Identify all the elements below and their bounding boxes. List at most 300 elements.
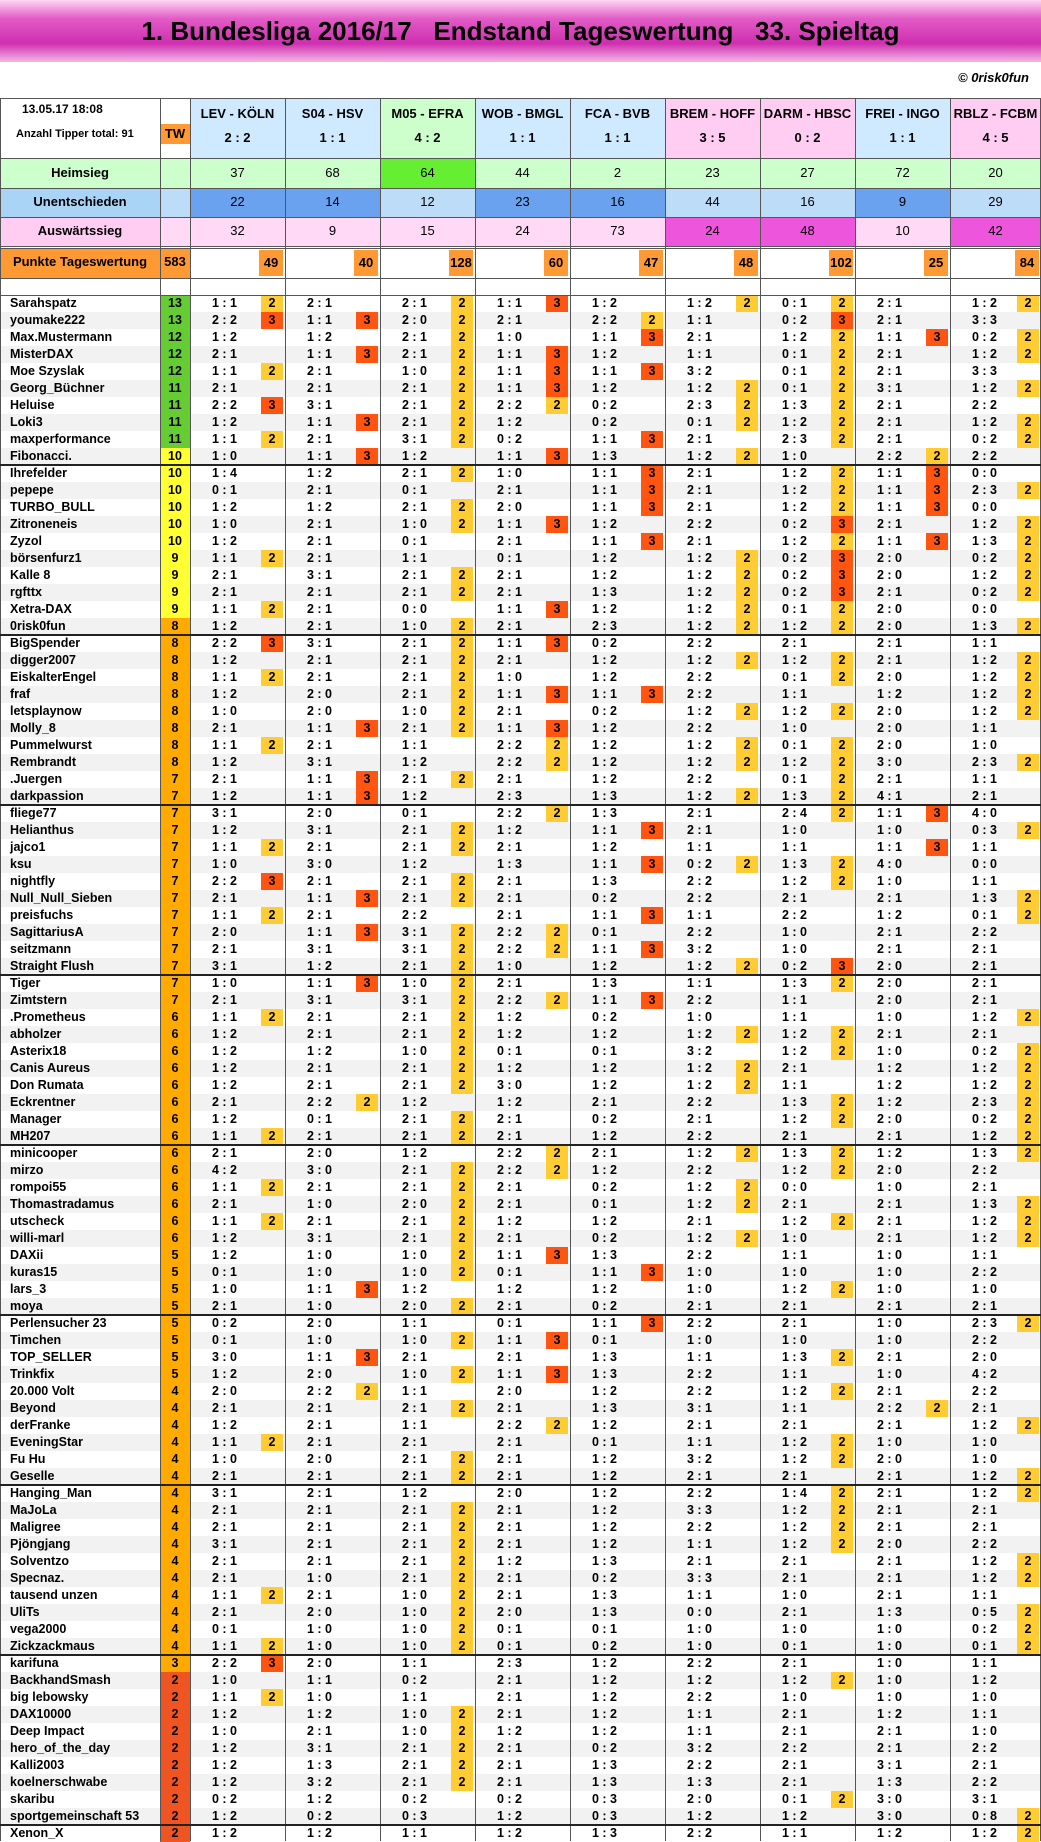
tip-points: 2	[451, 720, 473, 737]
player-tip: 0 : 3	[570, 1791, 665, 1808]
player-tip: 1 : 3	[570, 975, 665, 992]
player-tip: 0 : 0	[950, 499, 1041, 516]
tip-points: 2	[831, 465, 853, 482]
player-tip: 1 : 2	[570, 958, 665, 975]
player-tip: 2 : 1	[380, 1230, 475, 1247]
player-tip: 1 : 2	[570, 550, 665, 567]
tip-points: 2	[736, 856, 758, 873]
player-name: maxperformance	[0, 431, 160, 448]
player-tip: 1 : 2	[190, 329, 285, 346]
tip-points: 2	[1017, 1145, 1039, 1162]
grid-vline	[855, 98, 856, 1841]
player-tip: 1 : 1	[760, 1009, 855, 1026]
player-tip: 2 : 1	[380, 839, 475, 856]
tip-points: 3	[641, 941, 663, 958]
player-tip: 1 : 2	[475, 822, 570, 839]
tip-points: 2	[1017, 618, 1039, 635]
player-tip: 0 : 2	[950, 550, 1041, 567]
player-tip: 2 : 1	[380, 771, 475, 788]
player-tip: 0 : 1	[760, 771, 855, 788]
player-tw: 4	[160, 1417, 190, 1434]
tip-points: 2	[451, 1400, 473, 1417]
player-tip: 1 : 1	[190, 1434, 285, 1451]
player-tip: 2 : 2	[475, 992, 570, 1009]
player-tip: 1 : 0	[855, 873, 950, 890]
match-result: 4 : 5	[982, 130, 1009, 145]
player-tw: 2	[160, 1791, 190, 1808]
player-name: Tiger	[0, 975, 160, 992]
player-tip: 3 : 1	[285, 941, 380, 958]
player-tip: 1 : 0	[855, 1315, 950, 1332]
player-tip: 3 : 1	[285, 1230, 380, 1247]
player-tip: 1 : 2	[285, 465, 380, 482]
player-tip: 1 : 0	[285, 1247, 380, 1264]
player-tip: 2 : 1	[285, 1468, 380, 1485]
player-tip: 2 : 1	[190, 1519, 285, 1536]
tip-points: 2	[736, 618, 758, 635]
player-tip: 0 : 0	[950, 856, 1041, 873]
player-tip: 0 : 1	[570, 1434, 665, 1451]
player-tip: 2 : 2	[475, 924, 570, 941]
player-tip: 2 : 1	[380, 1111, 475, 1128]
player-tip: 2 : 0	[380, 312, 475, 329]
stat-value: 9	[855, 188, 950, 217]
player-tip: 0 : 0	[950, 601, 1041, 618]
player-tip: 0 : 2	[950, 329, 1041, 346]
player-tip: 1 : 1	[190, 1009, 285, 1026]
player-tw: 13	[160, 295, 190, 312]
player-tip: 1 : 3	[570, 1553, 665, 1570]
player-tip: 2 : 1	[760, 1757, 855, 1774]
grid-vline	[0, 98, 1, 1841]
player-tip: 0 : 2	[570, 1740, 665, 1757]
tip-points: 2	[451, 635, 473, 652]
player-tw: 5	[160, 1247, 190, 1264]
player-tip: 1 : 2	[665, 1179, 760, 1196]
player-tip: 2 : 0	[855, 975, 950, 992]
tip-points: 2	[1017, 346, 1039, 363]
player-tip: 1 : 2	[475, 1553, 570, 1570]
player-tw: 9	[160, 550, 190, 567]
player-tip: 0 : 1	[570, 1621, 665, 1638]
player-name: Zickzackmaus	[0, 1638, 160, 1655]
player-tip: 2 : 1	[855, 1213, 950, 1230]
player-tip: 1 : 2	[665, 737, 760, 754]
player-tw: 5	[160, 1349, 190, 1366]
player-tip: 0 : 2	[475, 1791, 570, 1808]
player-tip: 1 : 2	[190, 618, 285, 635]
player-tip: 2 : 1	[285, 737, 380, 754]
title-banner	[0, 0, 1041, 62]
player-tip: 1 : 2	[950, 1485, 1041, 1502]
player-tip: 2 : 1	[665, 533, 760, 550]
player-tip: 2 : 1	[190, 1604, 285, 1621]
player-tip: 2 : 1	[285, 516, 380, 533]
tip-points: 2	[736, 737, 758, 754]
tip-points: 2	[451, 941, 473, 958]
player-tip: 2 : 1	[950, 1026, 1041, 1043]
stat-value: 68	[285, 159, 380, 188]
tip-points: 2	[831, 1383, 853, 1400]
player-tip: 2 : 1	[380, 1519, 475, 1536]
tipper-total: Anzahl Tipper total: 91	[16, 128, 134, 140]
tip-points: 2	[736, 567, 758, 584]
player-tip: 2 : 1	[190, 1570, 285, 1587]
stat-value: 24	[475, 217, 570, 246]
tip-points: 3	[546, 516, 568, 533]
player-name: Straight Flush	[0, 958, 160, 975]
tip-points: 2	[261, 601, 283, 618]
player-tip: 0 : 1	[760, 295, 855, 312]
tip-points: 2	[1017, 1825, 1039, 1842]
player-tw: 6	[160, 1009, 190, 1026]
player-tip: 3 : 1	[190, 1536, 285, 1553]
player-tip: 2 : 1	[285, 1077, 380, 1094]
player-tip: 2 : 1	[475, 1706, 570, 1723]
player-tip: 1 : 0	[950, 1451, 1041, 1468]
player-tip: 2 : 1	[190, 1298, 285, 1315]
player-tip: 1 : 0	[950, 1689, 1041, 1706]
player-tip: 3 : 1	[855, 1757, 950, 1774]
player-tip: 1 : 1	[190, 1179, 285, 1196]
tip-points: 2	[831, 363, 853, 380]
player-name: BigSpender	[0, 635, 160, 652]
player-tip: 1 : 2	[855, 1706, 950, 1723]
player-tip: 2 : 2	[950, 924, 1041, 941]
tip-points: 3	[356, 414, 378, 431]
tip-points: 2	[451, 1332, 473, 1349]
player-name: preisfuchs	[0, 907, 160, 924]
player-tip: 2 : 2	[285, 1383, 380, 1400]
player-tip: 1 : 2	[570, 754, 665, 771]
tip-points: 2	[451, 1128, 473, 1145]
player-tip: 2 : 0	[285, 805, 380, 822]
player-tip: 0 : 2	[570, 1638, 665, 1655]
tip-points: 2	[736, 1196, 758, 1213]
player-tip: 1 : 2	[665, 1077, 760, 1094]
match-result: 0 : 2	[794, 130, 821, 145]
tip-points: 2	[736, 448, 758, 465]
player-tip: 1 : 0	[285, 1570, 380, 1587]
tip-points: 2	[546, 1145, 568, 1162]
player-tip: 1 : 2	[190, 754, 285, 771]
tip-points: 2	[451, 686, 473, 703]
player-tip: 1 : 2	[950, 1672, 1041, 1689]
tip-points: 2	[1017, 1570, 1039, 1587]
player-tip: 0 : 1	[190, 1332, 285, 1349]
player-tip: 1 : 0	[380, 1043, 475, 1060]
player-tip: 2 : 1	[380, 635, 475, 652]
player-name: Heluise	[0, 397, 160, 414]
punkte-value: 84	[1015, 250, 1039, 276]
player-tip: 2 : 1	[285, 839, 380, 856]
stat-value: 16	[570, 188, 665, 217]
player-tip: 2 : 1	[190, 1145, 285, 1162]
player-tip: 2 : 1	[380, 890, 475, 907]
tip-points: 2	[1017, 1417, 1039, 1434]
player-tip: 2 : 1	[760, 1570, 855, 1587]
tip-points: 2	[261, 1587, 283, 1604]
player-tip: 2 : 1	[380, 346, 475, 363]
player-tw: 8	[160, 754, 190, 771]
player-tip: 1 : 1	[950, 839, 1041, 856]
player-tip: 1 : 0	[190, 1723, 285, 1740]
player-tw: 2	[160, 1723, 190, 1740]
player-tip: 2 : 4	[760, 805, 855, 822]
player-tw: 10	[160, 533, 190, 550]
tip-points: 2	[641, 312, 663, 329]
player-tip: 1 : 1	[855, 499, 950, 516]
player-name: kuras15	[0, 1264, 160, 1281]
player-tip: 2 : 0	[285, 1366, 380, 1383]
player-tip: 0 : 1	[190, 1264, 285, 1281]
player-tip: 2 : 2	[665, 992, 760, 1009]
tip-points: 2	[831, 499, 853, 516]
player-name: DAX10000	[0, 1706, 160, 1723]
player-tip: 1 : 1	[285, 890, 380, 907]
player-tip: 1 : 2	[190, 1808, 285, 1825]
tip-points: 2	[356, 1383, 378, 1400]
player-tip: 1 : 0	[665, 1009, 760, 1026]
tip-points: 3	[831, 312, 853, 329]
player-tip: 2 : 1	[380, 1400, 475, 1417]
player-tip: 1 : 1	[570, 482, 665, 499]
player-tip: 2 : 1	[855, 295, 950, 312]
tip-points: 3	[926, 499, 948, 516]
player-tip: 2 : 1	[285, 601, 380, 618]
tip-points: 2	[451, 1536, 473, 1553]
stat-value: 27	[760, 159, 855, 188]
grid-vline	[475, 98, 476, 1841]
tip-points: 2	[451, 499, 473, 516]
player-tip: 1 : 0	[855, 1043, 950, 1060]
player-tip: 1 : 0	[380, 1264, 475, 1281]
player-name: Hanging_Man	[0, 1485, 160, 1502]
tip-points: 2	[261, 1689, 283, 1706]
player-tip: 3 : 1	[190, 958, 285, 975]
player-tip: 2 : 2	[760, 907, 855, 924]
player-tip: 2 : 1	[760, 1774, 855, 1791]
match-result: 1 : 1	[604, 130, 631, 145]
punkte-label: Punkte Tageswertung	[0, 248, 160, 278]
player-tip: 0 : 1	[475, 1264, 570, 1281]
tip-points: 2	[831, 1502, 853, 1519]
player-tip: 1 : 1	[760, 839, 855, 856]
player-tip: 2 : 1	[475, 703, 570, 720]
player-tip: 2 : 2	[665, 1757, 760, 1774]
player-tip: 2 : 1	[190, 941, 285, 958]
tip-points: 2	[1017, 1060, 1039, 1077]
player-tip: 1 : 1	[475, 516, 570, 533]
player-tip: 1 : 2	[475, 1060, 570, 1077]
player-tw: 5	[160, 1264, 190, 1281]
player-tip: 1 : 2	[190, 1417, 285, 1434]
player-name: Kalli2003	[0, 1757, 160, 1774]
page-title: 1. Bundesliga 2016/17 Endstand Tageswertung 33. Spieltag	[141, 16, 900, 46]
player-tip: 0 : 5	[950, 1604, 1041, 1621]
stat-value: 48	[760, 217, 855, 246]
player-tw: 8	[160, 652, 190, 669]
player-name: Max.Mustermann	[0, 329, 160, 346]
player-tip: 2 : 1	[475, 1587, 570, 1604]
player-tip: 2 : 0	[855, 1451, 950, 1468]
player-tip: 1 : 0	[380, 1247, 475, 1264]
player-tw: 4	[160, 1604, 190, 1621]
grid-hline	[0, 248, 1041, 249]
tip-points: 2	[831, 1281, 853, 1298]
player-tw: 4	[160, 1570, 190, 1587]
tip-points: 3	[356, 975, 378, 992]
player-tip: 1 : 1	[285, 346, 380, 363]
player-name: Null_Null_Sieben	[0, 890, 160, 907]
player-tip: 2 : 1	[285, 873, 380, 890]
player-tip: 2 : 1	[665, 1553, 760, 1570]
tip-points: 2	[451, 924, 473, 941]
player-tip: 1 : 1	[570, 363, 665, 380]
player-tip: 2 : 0	[475, 1604, 570, 1621]
player-name: Georg_Büchner	[0, 380, 160, 397]
tip-points: 2	[1017, 482, 1039, 499]
player-name: minicooper	[0, 1145, 160, 1162]
player-tip: 2 : 1	[475, 1349, 570, 1366]
stat-value: 24	[665, 217, 760, 246]
player-tip: 2 : 3	[665, 397, 760, 414]
player-tip: 1 : 1	[665, 1706, 760, 1723]
player-name: Don Rumata	[0, 1077, 160, 1094]
player-tw: 7	[160, 873, 190, 890]
player-tip: 2 : 0	[285, 686, 380, 703]
tip-points: 2	[451, 1706, 473, 1723]
match-result: 4 : 2	[414, 130, 441, 145]
player-tip: 2 : 1	[950, 1519, 1041, 1536]
tip-points: 3	[831, 584, 853, 601]
player-tip: 1 : 1	[285, 1672, 380, 1689]
tip-points: 2	[831, 431, 853, 448]
player-tip: 1 : 0	[855, 1247, 950, 1264]
tip-points: 2	[831, 1026, 853, 1043]
stat-value: 37	[190, 159, 285, 188]
player-tip: 1 : 0	[380, 363, 475, 380]
player-tip: 1 : 3	[950, 533, 1041, 550]
tip-points: 2	[1017, 1128, 1039, 1145]
player-tip: 1 : 1	[665, 1536, 760, 1553]
player-tip: 2 : 2	[665, 669, 760, 686]
player-tip: 1 : 1	[475, 295, 570, 312]
player-tip: 1 : 2	[570, 567, 665, 584]
player-tip: 2 : 1	[760, 1196, 855, 1213]
player-tip: 2 : 1	[855, 1519, 950, 1536]
player-tip: 2 : 1	[285, 1536, 380, 1553]
player-tip: 2 : 1	[285, 1485, 380, 1502]
tip-points: 2	[451, 1247, 473, 1264]
player-tip: 2 : 1	[760, 1128, 855, 1145]
player-tip: 2 : 1	[285, 1434, 380, 1451]
player-name: Moe Szyslak	[0, 363, 160, 380]
player-tip: 1 : 2	[475, 1094, 570, 1111]
player-name: Sarahspatz	[0, 295, 160, 312]
player-tip: 1 : 1	[760, 1247, 855, 1264]
player-tw: 6	[160, 1196, 190, 1213]
player-tip: 2 : 2	[665, 1315, 760, 1332]
player-tip: 2 : 0	[380, 1196, 475, 1213]
player-tip: 1 : 0	[950, 737, 1041, 754]
player-tip: 1 : 1	[570, 329, 665, 346]
stat-value: 44	[665, 188, 760, 217]
player-tip: 0 : 2	[950, 1621, 1041, 1638]
player-tip: 2 : 1	[380, 1026, 475, 1043]
player-tip: 1 : 2	[190, 1060, 285, 1077]
player-tip: 2 : 2	[665, 1519, 760, 1536]
player-tip: 1 : 3	[950, 1196, 1041, 1213]
player-tip: 2 : 0	[285, 1655, 380, 1672]
player-tip: 2 : 3	[570, 618, 665, 635]
player-tip: 0 : 2	[760, 550, 855, 567]
player-tip: 1 : 2	[760, 1213, 855, 1230]
player-tip: 1 : 2	[950, 669, 1041, 686]
player-tip: 1 : 2	[855, 1145, 950, 1162]
player-tw: 12	[160, 346, 190, 363]
player-tip: 2 : 0	[190, 924, 285, 941]
player-tip: 1 : 1	[190, 431, 285, 448]
player-tw: 4	[160, 1434, 190, 1451]
player-tip: 2 : 1	[285, 1213, 380, 1230]
tip-points: 2	[831, 1162, 853, 1179]
punkte-value: 102	[829, 250, 853, 276]
player-tip: 4 : 2	[190, 1162, 285, 1179]
player-tip: 1 : 0	[190, 975, 285, 992]
player-tip: 3 : 1	[950, 1791, 1041, 1808]
player-tip: 3 : 0	[855, 754, 950, 771]
player-tip: 0 : 0	[380, 601, 475, 618]
grid-vline	[950, 98, 951, 1841]
tip-points: 3	[926, 465, 948, 482]
player-name: EveningStar	[0, 1434, 160, 1451]
player-tip: 1 : 2	[665, 958, 760, 975]
player-tip: 1 : 3	[570, 1757, 665, 1774]
player-name: Geselle	[0, 1468, 160, 1485]
player-tip: 2 : 1	[475, 1468, 570, 1485]
player-tip: 1 : 2	[380, 754, 475, 771]
player-tip: 2 : 1	[855, 1485, 950, 1502]
player-tw: 2	[160, 1689, 190, 1706]
tip-points: 2	[831, 295, 853, 312]
player-tip: 2 : 1	[665, 482, 760, 499]
player-tip: 0 : 1	[380, 533, 475, 550]
player-tip: 2 : 2	[475, 1162, 570, 1179]
player-tw: 11	[160, 397, 190, 414]
tip-points: 2	[736, 652, 758, 669]
player-tip: 0 : 1	[760, 601, 855, 618]
player-tip: 1 : 3	[760, 856, 855, 873]
tip-points: 3	[356, 890, 378, 907]
player-tip: 1 : 2	[570, 1026, 665, 1043]
player-tip: 2 : 1	[190, 771, 285, 788]
player-tip: 1 : 0	[665, 1332, 760, 1349]
player-tip: 1 : 2	[665, 550, 760, 567]
player-tip: 1 : 1	[570, 1264, 665, 1281]
player-tip: 1 : 2	[190, 1774, 285, 1791]
player-tw: 6	[160, 1043, 190, 1060]
player-tip: 2 : 0	[380, 1298, 475, 1315]
player-tip: 2 : 1	[380, 958, 475, 975]
tip-points: 2	[451, 1009, 473, 1026]
player-tip: 2 : 1	[475, 1196, 570, 1213]
player-tip: 1 : 2	[475, 1009, 570, 1026]
player-tip: 2 : 1	[190, 720, 285, 737]
player-tip: 0 : 0	[950, 465, 1041, 482]
player-tip: 1 : 2	[475, 1281, 570, 1298]
player-tip: 1 : 1	[760, 1366, 855, 1383]
